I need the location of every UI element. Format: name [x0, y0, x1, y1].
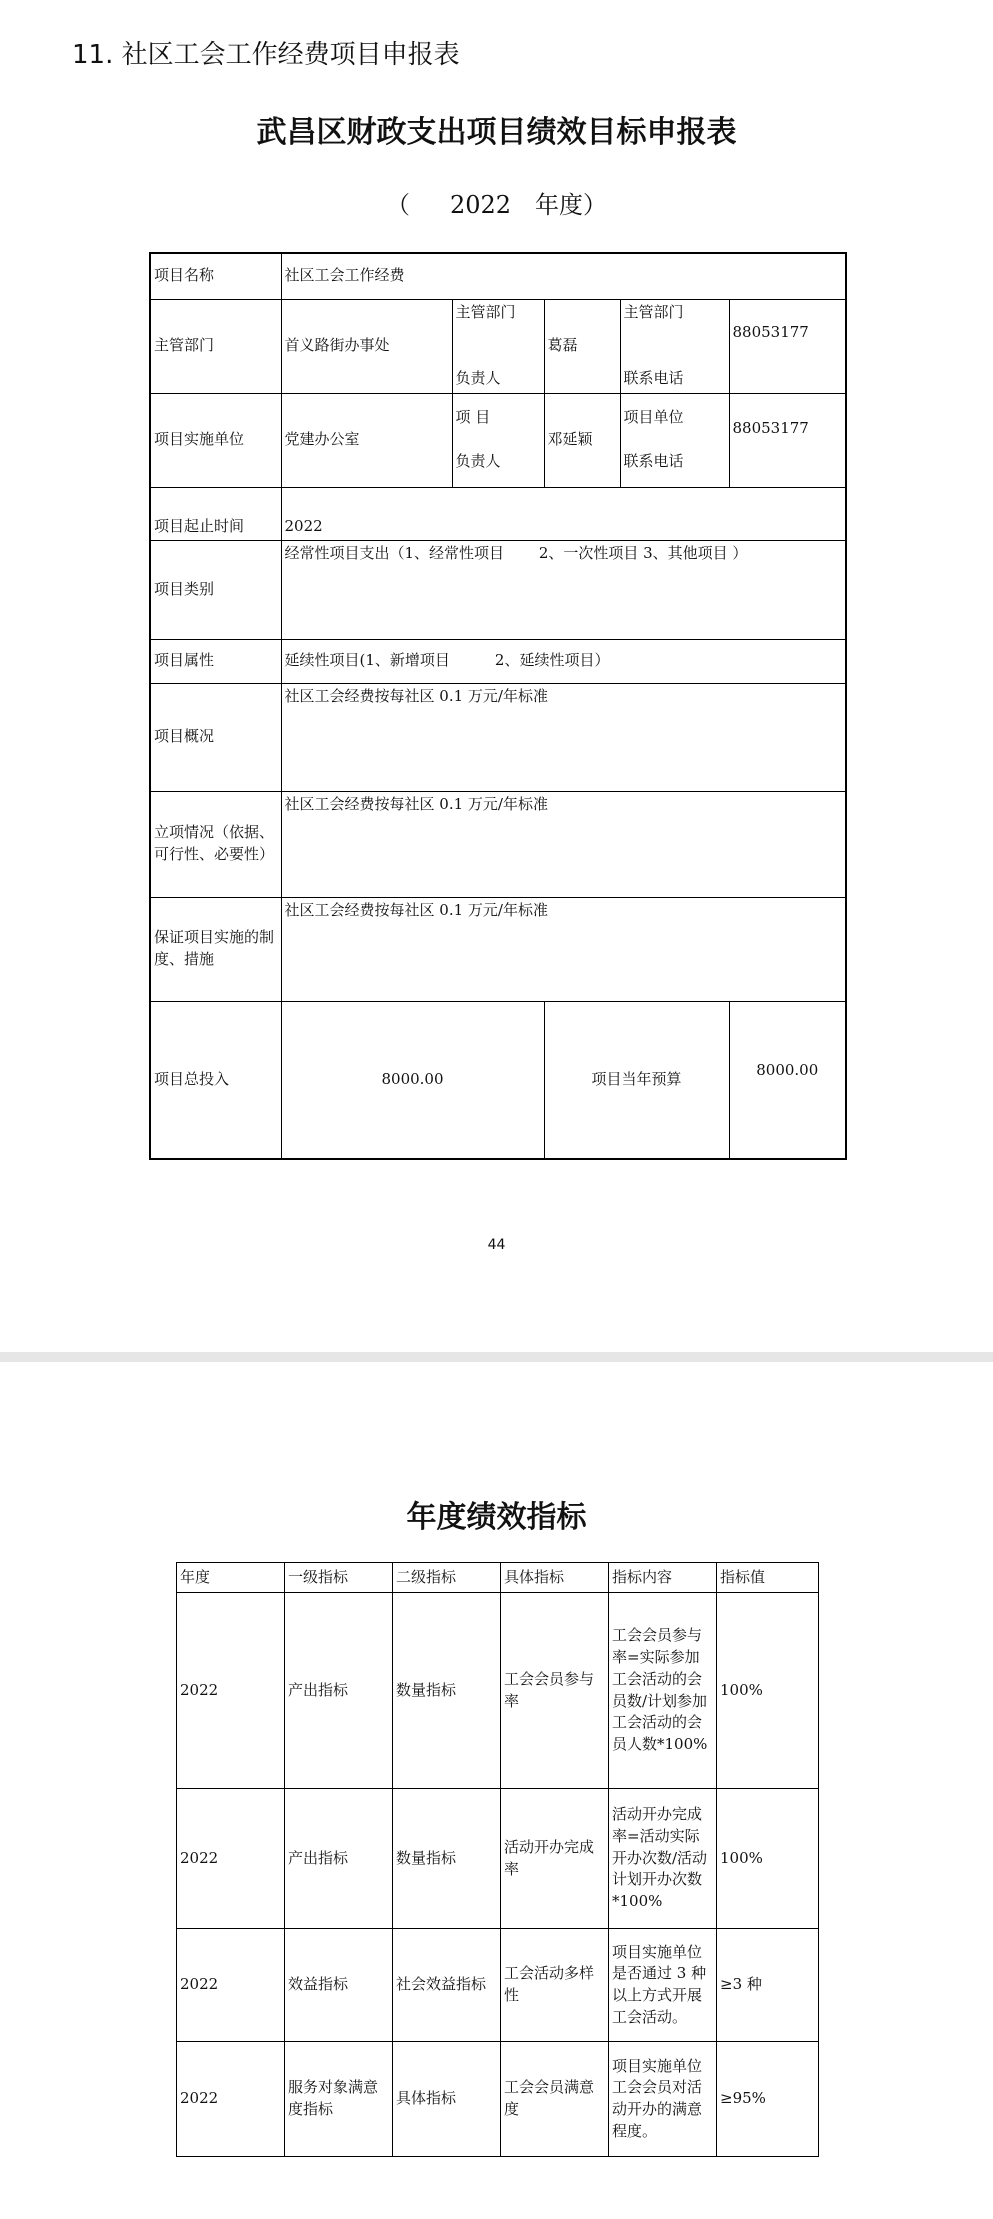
application-form-table — [149, 252, 847, 1160]
category-value: 经常性项目支出（1、经常性项目 2、一次性项目 3、其他项目 ） — [281, 540, 846, 639]
form-title: 武昌区财政支出项目绩效目标申报表 — [256, 115, 737, 150]
row-year: 2022 — [177, 1593, 285, 1789]
row-content: 工会会员参与率=实际参加工会活动的会员数/计划参加工会活动的会员人数*100% — [609, 1593, 717, 1789]
form-row-category — [150, 540, 846, 639]
proj-head-label-line1: 项 目 — [455, 408, 491, 427]
row-level1: 效益指标 — [285, 1929, 393, 2042]
performance-title: 年度绩效指标 — [406, 1500, 587, 1535]
year-line — [0, 185, 993, 220]
dept-head-label-line2: 负责人 — [455, 369, 501, 388]
budget-value: 8000.00 — [729, 1001, 846, 1159]
overview-value: 社区工会经费按每社区 0.1 万元/年标准 — [281, 683, 846, 791]
form-row-total — [150, 1001, 846, 1159]
dept-value: 首义路街办事处 — [281, 299, 452, 393]
form-row-impl-unit — [150, 393, 846, 487]
dept-head-label-line1: 主管部门 — [455, 303, 516, 321]
row-value: ≥3 种 — [717, 1929, 819, 2042]
row-year: 2022 — [177, 2042, 285, 2157]
basis-label: 立项情况（依据、可行性、必要性） — [150, 791, 281, 897]
header-cell: 指标内容 — [609, 1563, 717, 1593]
row-value: 100% — [717, 1789, 819, 1929]
dept-phone-value: 88053177 — [729, 299, 846, 393]
form-row-period — [150, 487, 846, 540]
attribute-label: 项目属性 — [150, 639, 281, 683]
row-value: ≥95% — [717, 2042, 819, 2157]
dept-head-value: 葛磊 — [544, 299, 620, 393]
total-value: 8000.00 — [281, 1001, 544, 1159]
unit-phone-label-line1: 项目单位 — [623, 408, 684, 427]
form-row-attribute — [150, 639, 846, 683]
table-row — [177, 2042, 819, 2157]
form-row-department — [150, 299, 846, 393]
project-name-label: 项目名称 — [150, 253, 281, 299]
performance-table — [176, 1562, 819, 2157]
guarantee-label: 保证项目实施的制度、措施 — [150, 897, 281, 1001]
row-indicator: 活动开办完成率 — [501, 1789, 609, 1929]
row-indicator: 工会活动多样性 — [501, 1929, 609, 2042]
basis-value: 社区工会经费按每社区 0.1 万元/年标准 — [281, 791, 846, 897]
row-level2: 社会效益指标 — [393, 1929, 501, 2042]
table-row — [177, 1929, 819, 2042]
unit-phone-value: 88053177 — [729, 393, 846, 487]
form-row-basis — [150, 791, 846, 897]
table-row — [177, 1789, 819, 1929]
table-row — [177, 1593, 819, 1789]
project-name-value: 社区工会工作经费 — [281, 253, 846, 299]
unit-phone-label-line2: 联系电话 — [623, 452, 684, 471]
dept-head-label — [452, 299, 544, 393]
header-cell: 年度 — [177, 1563, 285, 1593]
guarantee-value: 社区工会经费按每社区 0.1 万元/年标准 — [281, 897, 846, 1001]
year-open-paren: （ — [385, 191, 410, 219]
row-level2: 具体指标 — [393, 2042, 501, 2157]
header-cell: 具体指标 — [501, 1563, 609, 1593]
row-year: 2022 — [177, 1929, 285, 2042]
page-number: 44 — [487, 1237, 506, 1253]
header-cell: 指标值 — [717, 1563, 819, 1593]
row-level2: 数量指标 — [393, 1593, 501, 1789]
category-label: 项目类别 — [150, 540, 281, 639]
row-level1: 产出指标 — [285, 1593, 393, 1789]
row-value: 100% — [717, 1593, 819, 1789]
overview-label: 项目概况 — [150, 683, 281, 791]
form-row-guarantee — [150, 897, 846, 1001]
year-suffix: 年度） — [535, 191, 608, 219]
row-year: 2022 — [177, 1789, 285, 1929]
total-label: 项目总投入 — [150, 1001, 281, 1159]
period-label: 项目起止时间 — [150, 487, 281, 540]
unit-phone-label — [620, 393, 729, 487]
proj-head-value: 邓延颖 — [544, 393, 620, 487]
period-value: 2022 — [281, 487, 846, 540]
row-content: 项目实施单位是否通过 3 种以上方式开展工会活动。 — [609, 1929, 717, 2042]
dept-label: 主管部门 — [150, 299, 281, 393]
attribute-value: 延续性项目(1、新增项目 2、延续性项目） — [281, 639, 846, 683]
row-indicator: 工会会员参与率 — [501, 1593, 609, 1789]
section-heading: 11. 社区工会工作经费项目申报表 — [72, 40, 460, 70]
row-content: 项目实施单位工会会员对活动开办的满意程度。 — [609, 2042, 717, 2157]
row-level2: 数量指标 — [393, 1789, 501, 1929]
header-cell: 二级指标 — [393, 1563, 501, 1593]
header-cell: 一级指标 — [285, 1563, 393, 1593]
proj-head-label — [452, 393, 544, 487]
dept-phone-label — [620, 299, 729, 393]
performance-header-row — [177, 1563, 819, 1593]
row-content: 活动开办完成率=活动实际开办次数/活动计划开办次数*100% — [609, 1789, 717, 1929]
budget-label: 项目当年预算 — [544, 1001, 729, 1159]
form-row-project-name — [150, 253, 846, 299]
proj-head-label-line2: 负责人 — [455, 452, 501, 471]
dept-phone-label-line1: 主管部门 — [623, 303, 684, 321]
year-value: 2022 — [449, 191, 512, 219]
form-row-overview — [150, 683, 846, 791]
dept-phone-label-line2: 联系电话 — [623, 369, 684, 388]
document-page-2 — [0, 1362, 993, 2219]
row-level1: 产出指标 — [285, 1789, 393, 1929]
row-level1: 服务对象满意度指标 — [285, 2042, 393, 2157]
row-indicator: 工会会员满意度 — [501, 2042, 609, 2157]
impl-unit-label: 项目实施单位 — [150, 393, 281, 487]
impl-unit-value: 党建办公室 — [281, 393, 452, 487]
